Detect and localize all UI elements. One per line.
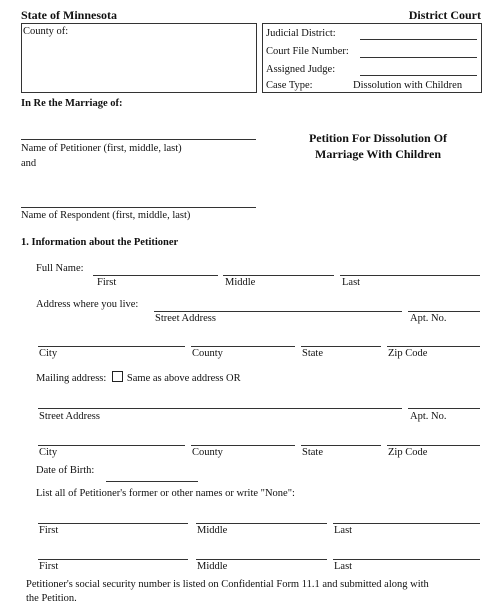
document-title-line2: Marriage With Children — [315, 147, 441, 161]
mailing-street-field[interactable] — [38, 408, 402, 409]
petitioner-name-field[interactable] — [21, 139, 256, 140]
section-1-heading: 1. Information about the Petitioner — [21, 237, 179, 248]
mailing-apt-field[interactable] — [408, 408, 480, 409]
assigned-judge-field[interactable] — [360, 75, 477, 76]
address-label: Address where you live: — [36, 299, 139, 310]
court-title: District Court — [408, 8, 481, 22]
mailing-city-field[interactable] — [38, 445, 185, 446]
former-names-label: List all of Petitioner's former or other names or write "None": — [36, 488, 295, 499]
former-middle-caption-1: Middle — [197, 525, 228, 536]
county-field[interactable] — [191, 346, 295, 347]
mailing-county-caption: County — [192, 447, 223, 458]
city-caption: City — [39, 348, 58, 359]
zip-caption: Zip Code — [388, 348, 428, 359]
mailing-zip-caption: Zip Code — [388, 447, 428, 458]
court-file-number-label: Court File Number: — [266, 46, 349, 57]
same-as-above-label: Same as above address OR — [126, 373, 241, 384]
city-field[interactable] — [38, 346, 185, 347]
full-name-label: Full Name: — [36, 263, 84, 274]
last-name-field[interactable] — [340, 275, 480, 276]
former-first-field-2[interactable] — [38, 559, 188, 560]
respondent-name-label: Name of Respondent (first, middle, last) — [21, 210, 191, 221]
apt-no-field[interactable] — [408, 311, 480, 312]
street-address-field[interactable] — [154, 311, 402, 312]
assigned-judge-label: Assigned Judge: — [266, 64, 336, 75]
respondent-name-field[interactable] — [21, 207, 256, 208]
former-last-caption-1: Last — [334, 525, 353, 536]
case-type-label: Case Type: — [266, 80, 313, 91]
mailing-state-caption: State — [302, 447, 323, 458]
mailing-apt-caption: Apt. No. — [410, 411, 447, 422]
same-as-above-checkbox[interactable] — [112, 371, 123, 382]
dob-label: Date of Birth: — [36, 465, 95, 476]
dob-field[interactable] — [106, 481, 198, 482]
apt-no-caption: Apt. No. — [410, 313, 447, 324]
judicial-district-field[interactable] — [360, 39, 477, 40]
in-re-heading: In Re the Marriage of: — [21, 98, 123, 109]
zip-field[interactable] — [387, 346, 480, 347]
county-caption: County — [192, 348, 223, 359]
former-last-field-2[interactable] — [333, 559, 480, 560]
first-name-caption: First — [97, 277, 117, 288]
state-title: State of Minnesota — [21, 8, 117, 22]
court-file-number-field[interactable] — [360, 57, 477, 58]
former-first-caption-2: First — [39, 561, 59, 572]
first-name-field[interactable] — [93, 275, 218, 276]
mailing-street-caption: Street Address — [39, 411, 100, 422]
state-caption: State — [302, 348, 323, 359]
case-type-value: Dissolution with Children — [353, 80, 463, 91]
document-title-line1: Petition For Dissolution Of — [308, 131, 448, 145]
former-first-caption-1: First — [39, 525, 59, 536]
ssn-note-line1: Petitioner's social security number is listed on Confidential Form 11.1 and submitted along with — [26, 579, 429, 590]
ssn-note-line2: the Petition. — [26, 593, 77, 604]
judicial-district-label: Judicial District: — [266, 28, 336, 39]
middle-name-field[interactable] — [223, 275, 334, 276]
state-field[interactable] — [301, 346, 381, 347]
former-middle-caption-2: Middle — [197, 561, 228, 572]
former-first-field-1[interactable] — [38, 523, 188, 524]
former-last-caption-2: Last — [334, 561, 353, 572]
former-last-field-1[interactable] — [333, 523, 480, 524]
street-address-caption: Street Address — [155, 313, 216, 324]
and-label: and — [21, 158, 37, 169]
middle-name-caption: Middle — [225, 277, 256, 288]
former-middle-field-1[interactable] — [196, 523, 327, 524]
mailing-address-label: Mailing address: — [36, 373, 107, 384]
mailing-zip-field[interactable] — [387, 445, 480, 446]
mailing-address-row — [36, 371, 241, 385]
mailing-state-field[interactable] — [301, 445, 381, 446]
mailing-city-caption: City — [39, 447, 58, 458]
mailing-county-field[interactable] — [191, 445, 295, 446]
last-name-caption: Last — [342, 277, 361, 288]
petitioner-name-label: Name of Petitioner (first, middle, last) — [21, 143, 182, 154]
former-middle-field-2[interactable] — [196, 559, 327, 560]
county-label: County of: — [23, 26, 69, 37]
